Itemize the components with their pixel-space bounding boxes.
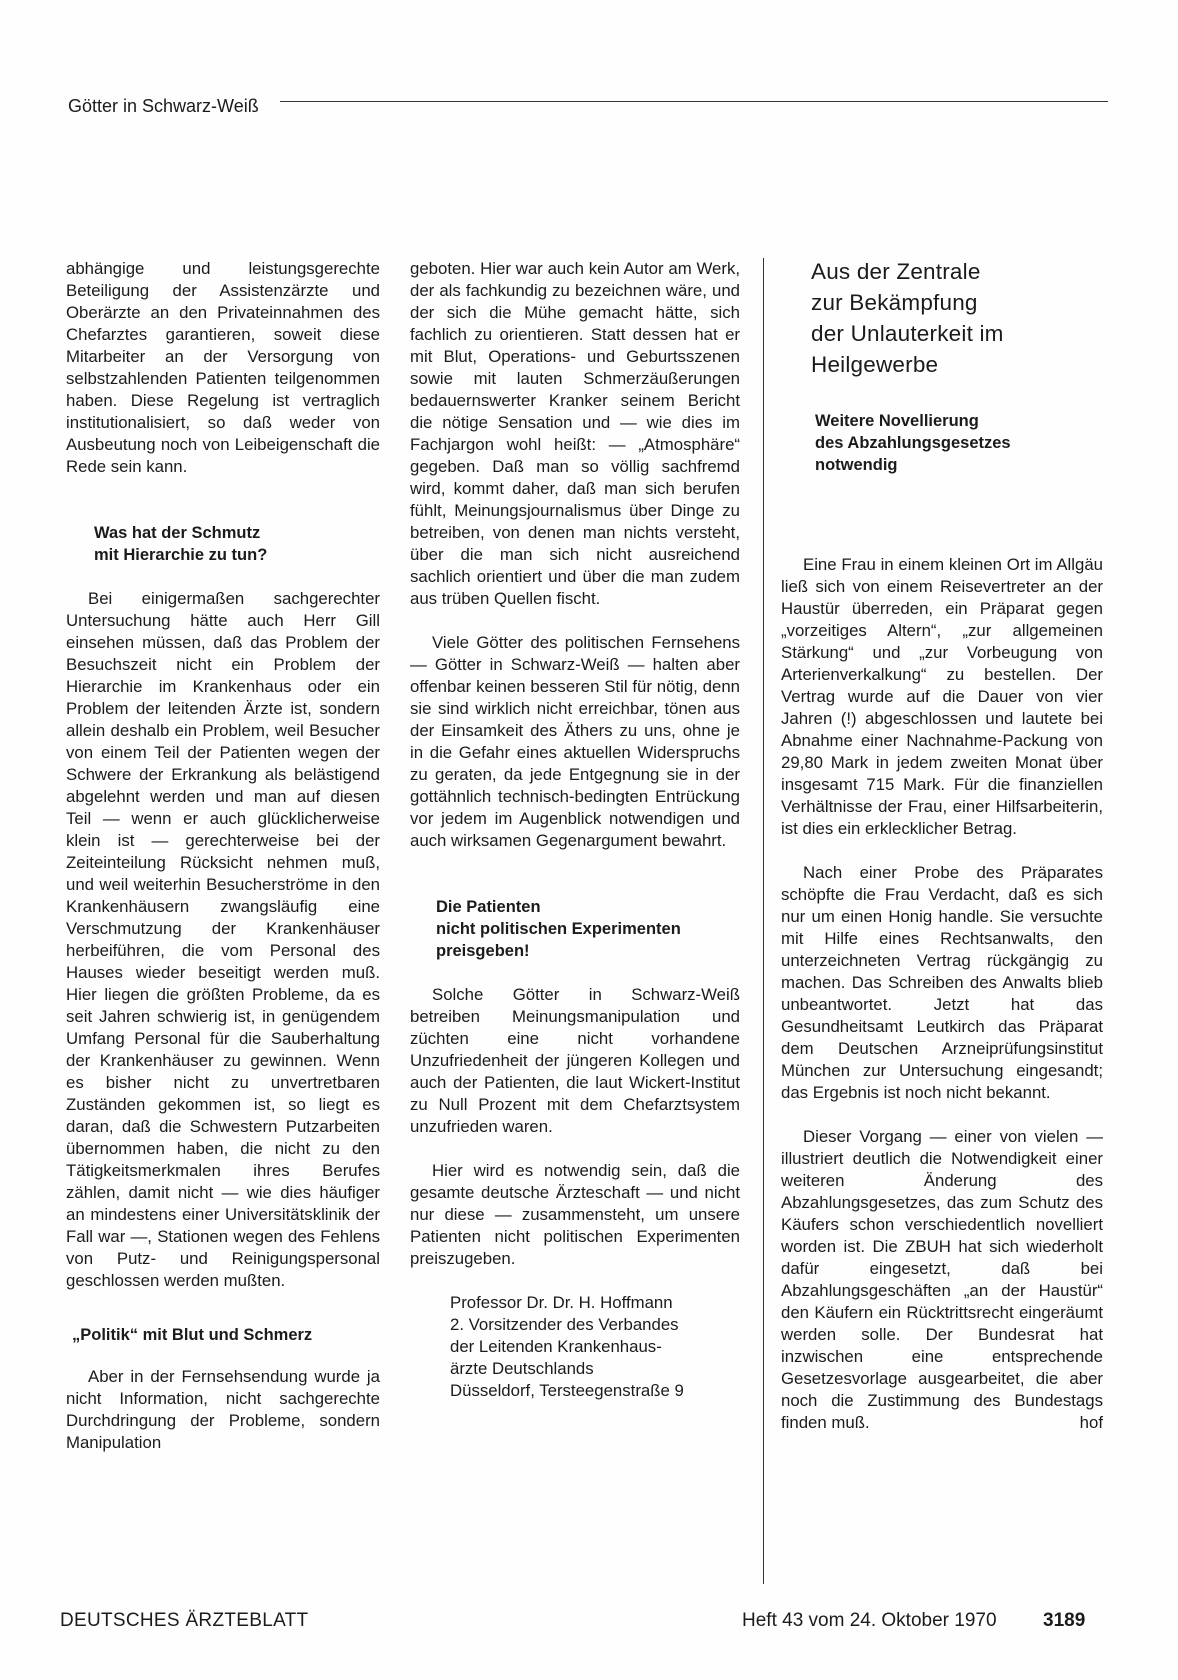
col3-paragraph-3-text: Dieser Vorgang — einer von vielen — illustriert deutlich die Notwendigkeit einer weiteren Änderung des Abzahlungsgesetzes, das zum Schutz des Käufers schon verschiedentlich novelliert worden ist. Die ZBUH hat sich wiederholt dafür eingesetzt, daß bei Abzahlungsgeschäften „an der Haustür“ den Käufern ein Rücktrittsrecht eingeräumt werden solle. Der Bundesrat hat inzwischen eine entsprechende Gesetzesvorlage ausgearbeitet, die aber noch die Zustimmung des Bundestags finden muß. (781, 1127, 1103, 1432)
col3-paragraph-2: Nach einer Probe des Präparates schöpfte die Frau Verdacht, daß es sich nur um einen Honig handle. Sie versuchte mit Hilfe eines Rechtsanwalts, den unterzeichneten Vertrag rückgängig zu machen. Das Schreiben des Anwalts blieb unbeantwortet. Jetzt hat das Gesundheitsamt Leutkirch das Präparat dem Deutschen Arzneiprüfungsinstitut München zur Untersuchung eingesandt; das Ergebnis ist noch nicht bekannt. (781, 863, 1103, 1102)
footer-journal-name: DEUTSCHES ÄRZTEBLATT (60, 1610, 309, 1631)
col3-heading-1-line-3: notwendig (815, 456, 898, 474)
running-head-rule (280, 101, 1108, 102)
column-2 (410, 258, 740, 1402)
running-head-title: Götter in Schwarz-Weiß (68, 96, 259, 116)
running-head (68, 92, 1108, 122)
footer-page-number: 3189 (1043, 1610, 1086, 1631)
col2-paragraph-2: Viele Götter des politischen Fernsehens — Götter in Schwarz-Weiß — halten aber offenbar keinen besseren Stil für nötig, denn sie sind wirklich nicht erreichbar, tönen aus der Einsamkeit des Äthers zu uns, ohne je in die Gefahr eines aktuellen Widerspruchs zu geraten, da jede Entgegnung sie in der gottähnlich technisch-bedingten Entrückung vor jedem im Augenblick notwendigen und auch wirksamen Gegenargument bewahrt. (410, 633, 740, 850)
col2-heading-1-line-3: preisgeben! (436, 942, 530, 960)
signature-line-2: 2. Vorsitzender des Verbandes (450, 1315, 679, 1334)
col3-heading-1 (781, 410, 1103, 476)
col3-heading-1-line-2: des Abzahlungsgesetzes (815, 434, 1011, 452)
col2-heading-1-line-2: nicht politischen Experimenten (436, 920, 681, 938)
rubric-line-2: zur Bekämpfung (811, 290, 978, 315)
column-divider (763, 258, 764, 1584)
col2-paragraph-3: Solche Götter in Schwarz-Weiß betreiben Meinungsmanipulation und züchten eine nicht vorhandene Unzufriedenheit der jüngeren Kollegen und auch der Patienten, die laut Wickert-Institut zu Null Prozent mit dem Chefarztsystem unzufrieden waren. (410, 985, 740, 1136)
column-3 (781, 256, 1103, 1434)
col1-heading-1-line-1: Was hat der Schmutz (94, 524, 261, 542)
col2-paragraph-4: Hier wird es notwendig sein, daß die gesamte deutsche Ärzteschaft — und nicht nur diese — zusammensteht, um unsere Patienten nicht politischen Experimenten preiszugeben. (410, 1161, 740, 1268)
col3-heading-1-line-1: Weitere Novellierung (815, 412, 979, 430)
column-1 (66, 258, 380, 1454)
col2-paragraph-1: geboten. Hier war auch kein Autor am Werk, der als fachkundig zu bezeichnen wäre, und der sich die Mühe gemacht hätte, sich fachlich zu orientieren. Statt dessen hat er mit Blut, Operations- und Geburtsszenen sowie mit lauten Schmerzäußerungen bedauernswerter Kranker seinem Bericht die nötige Sensation und — wie dies im Fachjargon wohl heißt: — „Atmosphäre“ gegeben. Daß man so völlig sachfremd wird, kommt daher, daß man sich berufen fühlt, Meinungsjournalismus über Dinge zu betreiben, von denen man nichts versteht, über die man sich nicht ausreichend sachlich orientiert und über die man zudem aus trüben Quellen fischt. (410, 259, 740, 608)
col3-paragraph-3 (781, 1126, 1103, 1434)
author-initials: hof (1079, 1413, 1103, 1432)
rubric-line-3: der Unlauterkeit im (811, 321, 1004, 346)
signature-line-1: Professor Dr. Dr. H. Hoffmann (450, 1293, 673, 1312)
rubric-line-1: Aus der Zentrale (811, 259, 981, 284)
col1-paragraph-3: Aber in der Fernsehsendung wurde ja nicht Information, nicht sachgerechte Durchdringung der Probleme, sondern Manipulation (66, 1367, 380, 1452)
col1-paragraph-1: abhängige und leistungsgerechte Beteiligung der Assistenzärzte und Oberärzte an den Privateinnahmen des Chefarztes garantieren, soweit diese Mitarbeiter an der Versorgung von selbstzahlenden Patienten teilgenommen haben. Diese Regelung ist vertraglich institutionalisiert, so daß weder von Ausbeutung noch von Leibeigenschaft die Rede sein kann. (66, 259, 380, 476)
col1-heading-1 (66, 522, 380, 566)
col1-heading-2: „Politik“ mit Blut und Schmerz (72, 1326, 313, 1344)
section-rubric (811, 256, 1103, 380)
author-signature (410, 1292, 740, 1402)
signature-line-3: der Leitenden Krankenhaus- (450, 1337, 662, 1356)
signature-line-5: Düsseldorf, Tersteegenstraße 9 (450, 1381, 684, 1400)
signature-line-4: ärzte Deutschlands (450, 1359, 594, 1378)
col3-paragraph-1: Eine Frau in einem kleinen Ort im Allgäu ließ sich von einem Reisevertreter an der Haustür überreden, ein Präparat gegen „vorzeitiges Altern“, „zur allgemeinen Stärkung“ und „zur Vorbeugung von Arterienverkalkung“ zu bestellen. Der Vertrag wurde auf die Dauer von vier Jahren (!) abgeschlossen und lautete bei Abnahme einer Nachnahme-Packung von 29,80 Mark in jedem zweiten Monat über insgesamt 715 Mark. Für die finanziellen Verhältnisse der Frau, einer Hilfsarbeiterin, ist dies ein erklecklicher Betrag. (781, 555, 1103, 838)
rubric-line-4: Heilgewerbe (811, 352, 939, 377)
footer-issue: Heft 43 vom 24. Oktober 1970 (742, 1610, 997, 1631)
col1-heading-1-line-2: mit Hierarchie zu tun? (94, 546, 268, 564)
col2-heading-1-line-1: Die Patienten (436, 898, 541, 916)
col2-heading-1 (410, 896, 740, 962)
col1-paragraph-2: Bei einigermaßen sachgerechter Untersuchung hätte auch Herr Gill einsehen müssen, daß das Problem der Besuchszeit nicht ein Problem der Hierarchie im Krankenhaus oder ein Problem der leitenden Ärzte ist, sondern allein deshalb ein Problem, weil Besucher von einem Teil der Patienten wegen der Schwere der Erkrankung als belästigend abgelehnt werden und man auf diesen Teil — wenn er auch glücklicherweise klein ist — gerechterweise bei der Zeiteinteilung Rücksicht nehmen muß, und weil weiterhin Besucherströme in den Krankenhäusern zwangsläufig eine Verschmutzung der Krankenhäuser herbeiführen, die vom Personal des Hauses wieder beseitigt werden muß. Hier liegen die größten Probleme, da es seit Jahren schwierig ist, in genügendem Umfang Personal für die Sauberhaltung der Krankenhäuser zu gewinnen. Wenn es bisher nicht zu unvertretbaren Zuständen gekommen ist, so liegt es daran, daß die Schwestern Putzarbeiten übernommen haben, die nicht zu den Tätigkeitsmerkmalen ihres Berufes zählen, damit nicht — wie dies häufiger an mindestens einer Universitätsklinik der Fall war —, Stationen wegen des Fehlens von Putz- und Reinigungspersonal geschlossen werden mußten. (66, 589, 380, 1290)
